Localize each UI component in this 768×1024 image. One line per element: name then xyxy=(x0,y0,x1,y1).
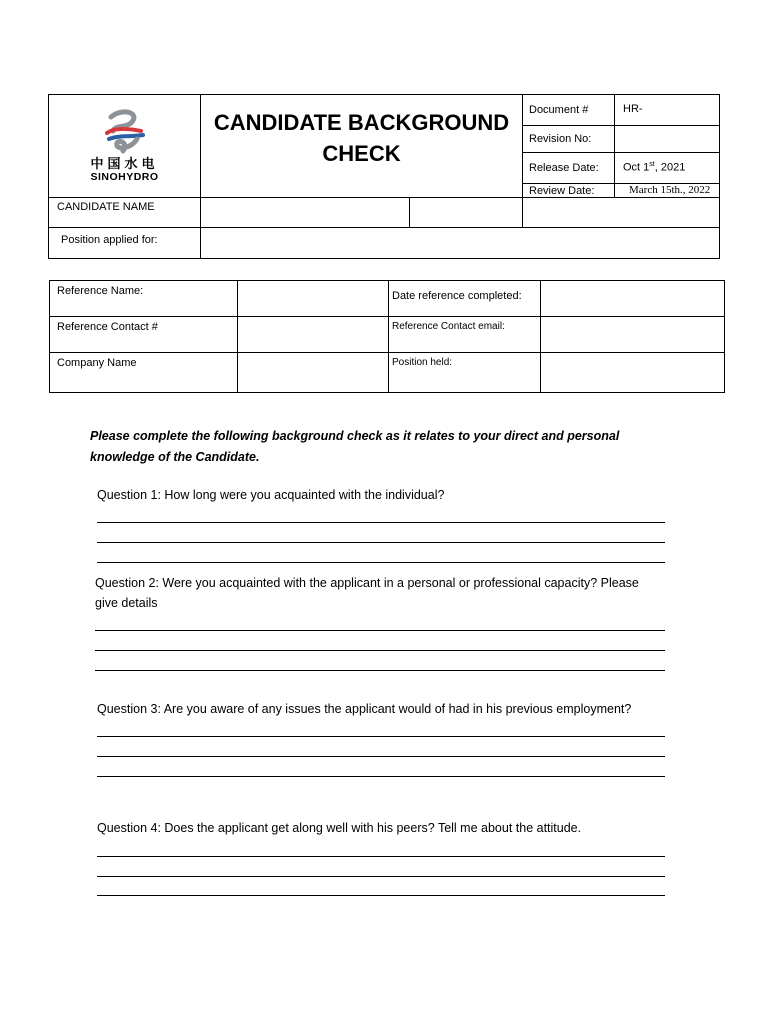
review-date-label: Review Date: xyxy=(523,183,615,197)
reference-name-field[interactable] xyxy=(238,281,389,317)
candidate-name-field-3[interactable] xyxy=(523,198,720,228)
sinohydro-swirl-logo-icon xyxy=(101,109,149,155)
answer-line[interactable] xyxy=(97,736,665,737)
document-header xyxy=(48,94,720,259)
company-logo xyxy=(49,109,200,183)
answer-line[interactable] xyxy=(97,756,665,757)
release-date-tail: , 2021 xyxy=(654,161,686,174)
release-date-value[interactable] xyxy=(615,152,720,183)
revision-no-value[interactable] xyxy=(615,126,720,152)
candidate-name-field-1[interactable] xyxy=(201,198,410,228)
question-4: Question 4: Does the applicant get along well with his peers? Tell me about the attitude. xyxy=(97,821,582,835)
company-name-field[interactable] xyxy=(238,353,389,393)
company-name-label: Company Name xyxy=(50,353,238,393)
answer-line[interactable] xyxy=(97,776,665,777)
release-date-main: Oct 1 xyxy=(623,161,650,174)
document-number-value[interactable]: HR- xyxy=(615,95,720,126)
date-completed-field[interactable] xyxy=(541,281,725,317)
release-date-label: Release Date: xyxy=(523,152,615,183)
reference-contact-field[interactable] xyxy=(238,317,389,353)
answer-line[interactable] xyxy=(97,876,665,877)
position-held-field[interactable] xyxy=(541,353,725,393)
reference-name-label: Reference Name: xyxy=(50,281,238,317)
answer-line[interactable] xyxy=(95,650,665,651)
position-applied-label: Position applied for: xyxy=(49,228,201,259)
candidate-name-label: CANDIDATE NAME xyxy=(49,198,201,228)
logo-cell xyxy=(49,95,201,198)
position-applied-field[interactable] xyxy=(201,228,720,259)
answer-line[interactable] xyxy=(97,542,665,543)
answer-line[interactable] xyxy=(97,856,665,857)
date-completed-label: Date reference completed: xyxy=(389,281,541,317)
reference-contact-label: Reference Contact # xyxy=(50,317,238,353)
answer-line[interactable] xyxy=(97,562,665,563)
reference-email-label: Reference Contact email: xyxy=(389,317,541,353)
title-cell xyxy=(201,95,523,198)
logo-chinese-text: 中国水电 xyxy=(90,156,159,171)
answer-line[interactable] xyxy=(97,895,665,896)
document-number-label: Document # xyxy=(523,95,615,126)
candidate-name-field-2[interactable] xyxy=(410,198,523,228)
answer-line[interactable] xyxy=(95,670,665,671)
question-2: Question 2: Were you acquainted with the applicant in a personal or professional capacity? Please give details xyxy=(95,576,639,610)
reference-email-field[interactable] xyxy=(541,317,725,353)
question-3: Question 3: Are you aware of any issues the applicant would of had in his previous employment? xyxy=(97,702,632,716)
question-1: Question 1: How long were you acquainted with the individual? xyxy=(97,488,445,502)
revision-no-label: Revision No: xyxy=(523,126,615,152)
answer-line[interactable] xyxy=(97,522,665,523)
release-date-sup: st xyxy=(649,160,655,168)
reference-table xyxy=(49,280,725,393)
answer-line[interactable] xyxy=(95,630,665,631)
instructions-text: Please complete the following background check as it relates to your direct and personal knowledge of the Candidate. xyxy=(90,429,620,464)
logo-english-text: SINOHYDRO xyxy=(90,171,159,183)
position-held-label: Position held: xyxy=(389,353,541,393)
review-date-value[interactable]: March 15th., 2022 xyxy=(615,183,720,197)
document-title: CANDIDATE BACKGROUND CHECK xyxy=(213,110,510,166)
